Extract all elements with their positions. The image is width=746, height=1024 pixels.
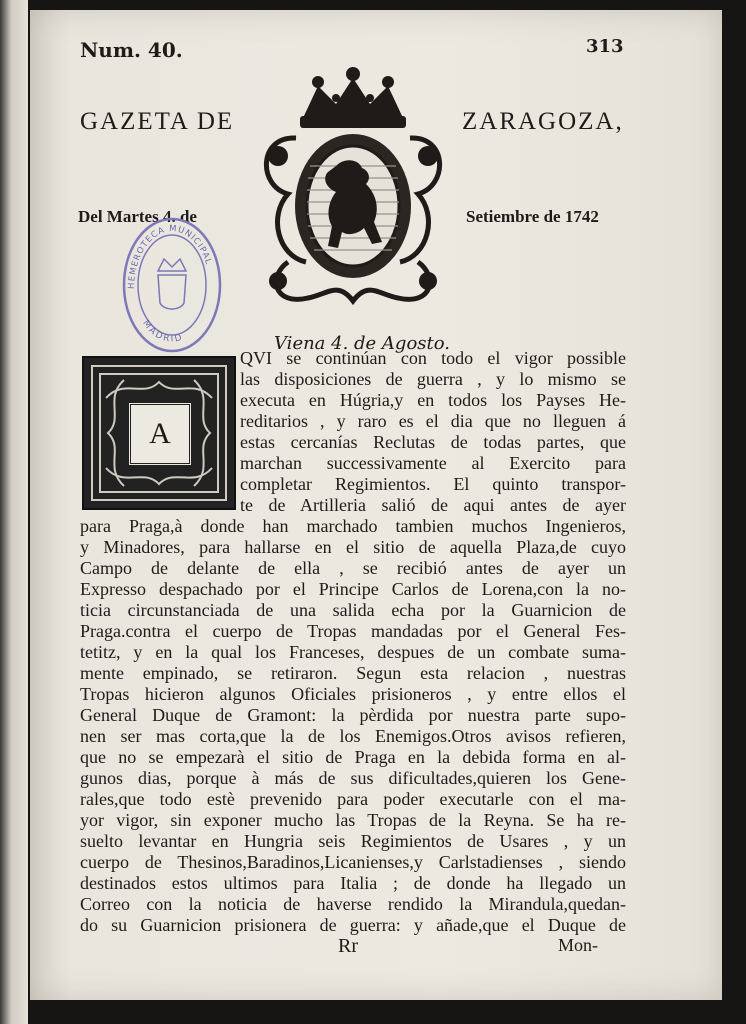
issue-date-right: Setiembre de 1742: [466, 207, 599, 226]
text-line: QVI se continúan con todo el vigor possible: [240, 348, 626, 368]
text-line: completar Regimientos. El quinto transpor-: [240, 474, 626, 494]
text-line: y Minadores, para hallarse en el sitio de aquella Plaza,de cuyo: [80, 537, 626, 557]
text-line: executa en Húgria,y en todos los Payses He-: [240, 390, 626, 410]
decorated-initial: [82, 356, 236, 510]
text-line: Campo de delante de ella , se recibió antes de ayer un: [80, 558, 626, 578]
text-line: Praga.contra el cuerpo de Tropas mandadas por el General Fes-: [80, 621, 626, 641]
issue-date-left: Del Martes 4. de: [78, 207, 197, 226]
text-line: para Praga,à donde han marchado tambien muchos Ingenieros,: [80, 516, 626, 536]
initial-letter: A: [128, 402, 192, 466]
page-number: 313: [586, 36, 624, 57]
issue-number: Num. 40.: [80, 38, 183, 62]
text-line: rales,que todo estè prevenido para poder executarle con el ma-: [80, 789, 626, 809]
stamp-text-top: HEMEROTECA MUNICIPAL: [126, 223, 214, 290]
text-line: General Duque de Gramont: la pèrdida por nuestra parte supo-: [80, 705, 626, 725]
text-line: que no se empezarà el sitio de Praga en la debida forma en al-: [80, 747, 626, 767]
gazette-page: [30, 10, 722, 1000]
text-line: nen ser mas corta,que la de los Enemigos.Otros avisos refieren,: [80, 726, 626, 746]
text-line: mente empinado, se retiraron. Segun esta relacion , nuestras: [80, 663, 626, 683]
catchword: Mon-: [558, 935, 598, 955]
stamp-text-bottom: MADRID: [140, 318, 185, 345]
svg-text:HEMEROTECA MUNICIPAL: [127, 224, 213, 289]
text-line: do su Guarnicion prisionera de guerra: y añade,que el Duque de: [80, 915, 626, 935]
adjacent-page-edge: [0, 0, 28, 1024]
text-line: tetitz, y en la qual los Franceses, despues de un combate suma-: [80, 642, 626, 662]
text-line: ticia circunstanciada de una salida echa por la Guarnicion de: [80, 600, 626, 620]
masthead-title-left: GAZETA DE: [80, 108, 235, 135]
text-line: te de Artilleria salió de aqui antes de ayer: [240, 495, 626, 515]
masthead-title-right: ZARAGOZA,: [462, 108, 624, 135]
text-line: Expresso despachado por el Principe Carlos de Lorena,con la no-: [80, 579, 626, 599]
article-dateline: Viena 4. de Agosto.: [274, 333, 451, 354]
text-line: las disposiciones de guerra , y lo mismo se: [240, 369, 626, 389]
text-line: suelto levantar en Hungria seis Regimientos de Usares , y un: [80, 831, 626, 851]
text-line: destinados estos ultimos para Italia ; de donde ha llegado un: [80, 873, 626, 893]
text-line: cuerpo de Thesinos,Baradinos,Licanienses,y Carlstadienses , siendo: [80, 852, 626, 872]
library-stamp: [120, 215, 224, 355]
text-line: Tropas hicieron algunos Oficiales prisioneros , y entre ellos el: [80, 684, 626, 704]
text-line: gunos dias, porque à más de sus dificultades,quieren los Gene-: [80, 768, 626, 788]
text-line: yor vigor, sin exponer mucho las Tropas de la Reyna. Se ha re-: [80, 810, 626, 830]
text-line: marchan successivamente al Exercito para: [240, 453, 626, 473]
signature-mark: Rr: [338, 935, 358, 957]
text-line: Correo con la noticia de haverse rendido la Mirandula,quedan-: [80, 894, 626, 914]
text-line: estas cercanías Reclutas de todas partes, que: [240, 432, 626, 452]
text-line: reditarios , y raro es el dia que no lleguen á: [240, 411, 626, 431]
coat-of-arms-icon: [248, 66, 458, 316]
